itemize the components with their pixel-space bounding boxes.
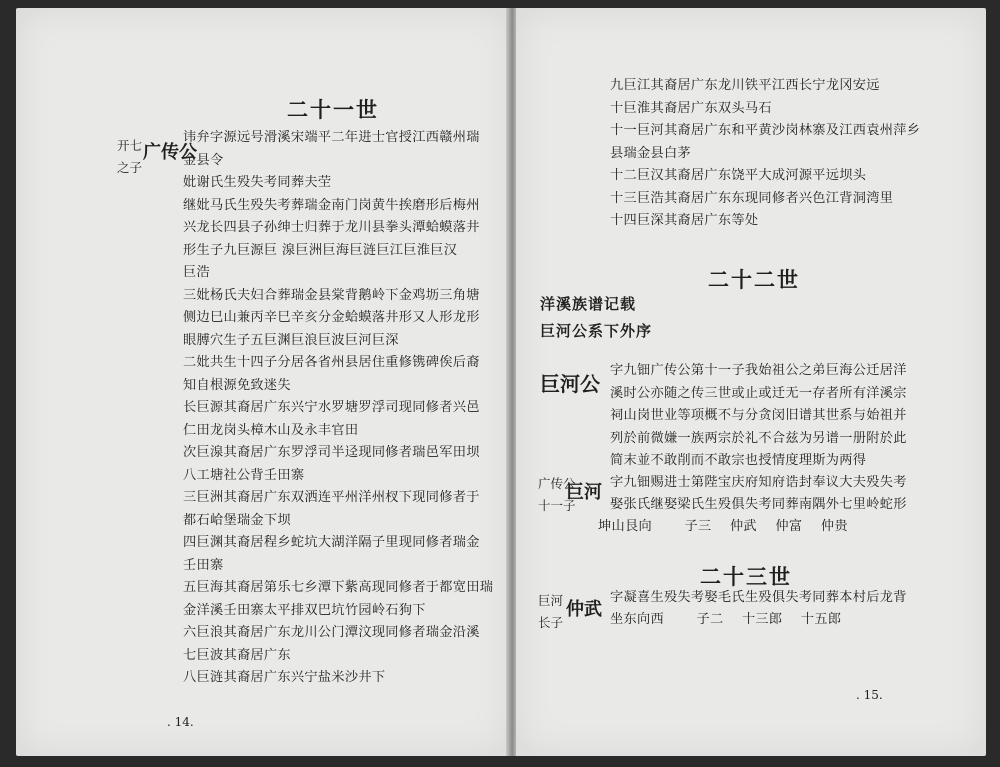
page-number-left: . 14. [167,715,194,729]
entry-name-juhe: 巨河公 [540,372,600,396]
left-body-line: 巨浩 [183,265,210,280]
left-body-line: 三巨洲其裔居广东双洒连平州洋州杈下现同修者于 [183,490,480,505]
left-body-line: 五巨海其裔居第乐七乡潭下紫高现同修者于都宽田瑞 [183,580,494,595]
heading-generation-23: 二十三世 [700,564,792,589]
left-body-line: 仁田龙岗头樟木山及永丰官田 [183,422,359,438]
juhe2-children-count: 子三 [684,519,712,534]
left-body-line: 三妣杨氏夫妇合葬瑞金县棠背鹅岭下金鸡坜三角塘 [183,287,480,303]
juhe2-child-3: 仲贵 [820,519,848,534]
left-body-line: 妣谢氏生殁失考同葬夫茔 [183,175,332,190]
juhe2-burial-direction: 坤山艮向 [598,519,652,534]
left-body-line: 八巨涟其裔居广东兴宁盐米沙井下 [183,670,386,685]
right-top-line: 十四巨深其裔居广东等处 [610,213,759,228]
left-body-line: 继妣马氏生殁失考葬瑞金南门岗黄牛挨磨形后梅州 [183,197,480,213]
left-body-line: 金洋溪壬田寨太平排双巴坑竹园岭石狗下 [183,602,426,618]
left-body-line: 知自根源免致迷失 [183,377,291,393]
zhongwu-child-2: 十五郎 [800,612,842,627]
zhongwu-rank-line2: 长子 [538,615,564,630]
entry-name-juhe2: 巨河 [566,482,602,503]
left-body-line: 六巨浪其裔居广东龙川公门潭汶现同修者瑞金沿溪 [183,625,480,640]
right-top-line: 十三巨浩其裔居广东东现同修者兴色江背洞湾里 [610,190,894,206]
left-body-line: 金县令 [183,152,224,168]
left-body-line: 都石峆堡瑞金下坝 [183,512,291,528]
entry-name-guangchuan: 广传公 [143,142,197,163]
juhe-body-line: 简末並不敢削而不敢宗也授情度理斯为两得 [610,453,867,468]
right-top-line: 十二巨汉其裔居广东饶平大成河源平远坝头 [610,168,867,183]
right-page [516,8,986,756]
zhongwu-rank-line1: 巨河 [538,593,564,608]
right-top-line: 十一巨河其裔居广东和平黄沙岗林寨及江西袁州萍乡 [610,123,921,138]
entry-rank-line2: 之子 [117,160,143,175]
left-body-line: 四巨渊其裔居程乡蛇坑大湖洋隔子里现同修者瑞金 [183,535,480,550]
left-body-line: 七巨波其裔居广东 [183,647,291,663]
juhe-body-line: 字九钿广传公第十一子我始祖公之弟巨海公迁居洋 [610,363,907,378]
subheading-section: 巨河公系下外序 [540,322,653,340]
left-body-line: 兴龙长四县子孙绅士归葬于龙川县拳头潭蛤蟆落井 [183,220,480,235]
right-top-line: 十巨淮其裔居广东双头马石 [610,100,772,116]
left-body-line: 壬田寨 [183,557,224,573]
zhongwu-children-line [610,610,841,630]
zhongwu-line1: 字凝喜生殁失考娶毛氏生殁俱失考同葬本村后龙背 [610,590,907,605]
zhongwu-children-count: 子二 [696,612,724,627]
left-body-line: 侧边巳山兼丙辛巳辛亥分金蛤蟆落井形又人形龙形 [183,310,480,325]
juhe-body-line: 祠山岗世业等项概不与分贪闵旧谱其世系与始祖并 [610,408,907,423]
entry-name-zhongwu: 仲武 [566,599,602,620]
heading-generation-22: 二十二世 [708,267,800,292]
juhe-body-line: 溪时公亦随之传三世或止或迁无一存者所有洋溪宗 [610,385,907,401]
juhe2-rank-line1: 广传公 [538,476,576,491]
juhe2-body-line: 娶张氏继娶梁氏生殁俱失考同葬南隅外七里岭蛇形 [610,497,907,512]
right-top-line: 县瑞金县白茅 [610,145,691,161]
juhe2-children-line [598,517,848,537]
left-body-line: 次巨湶其裔居广东罗浮司半迳现同修者瑞邑军田坝 [183,445,480,460]
left-body-line: 眼膊穴生子五巨渊巨浪巨波巨河巨深 [183,332,399,348]
zhongwu-burial-direction: 坐东向西 [610,612,664,627]
juhe2-body-line: 字九钿赐进士第陛宝庆府知府诰封奉议大夫殁失考 [610,475,907,490]
entry-rank-line1: 开七 [117,138,143,153]
juhe2-child-2: 仲富 [775,519,803,534]
right-top-line: 九巨江其裔居广东龙川铁平江西长宁龙冈安远 [610,78,880,93]
left-body-line: 形生子九巨源巨 湶巨洲巨海巨涟巨江巨淮巨汉 [183,242,458,258]
left-body-line: 二妣共生十四子分居各省州县居住重修镌碑俟后裔 [183,355,480,370]
zhongwu-child-1: 十三郎 [741,612,783,627]
left-body-line: 长巨源其裔居广东兴宁水罗塘罗浮司现同修者兴邑 [183,400,480,415]
heading-generation-21: 二十一世 [287,97,379,122]
left-body-line: 八工塘社公背壬田寨 [183,467,305,483]
page-number-right: . 15. [856,688,883,702]
juhe-body-line: 列於前微嫌一族两宗於礼不合兹为另谱一册附於此 [610,430,907,446]
left-page [16,8,511,756]
juhe2-rank-line2: 十一子 [538,498,576,513]
subheading-record: 洋溪族谱记载 [540,295,637,313]
juhe2-child-1: 仲武 [729,519,757,534]
left-body-line: 讳弁字源远号滑溪宋端平二年进士官授江西赣州瑞 [183,130,480,145]
